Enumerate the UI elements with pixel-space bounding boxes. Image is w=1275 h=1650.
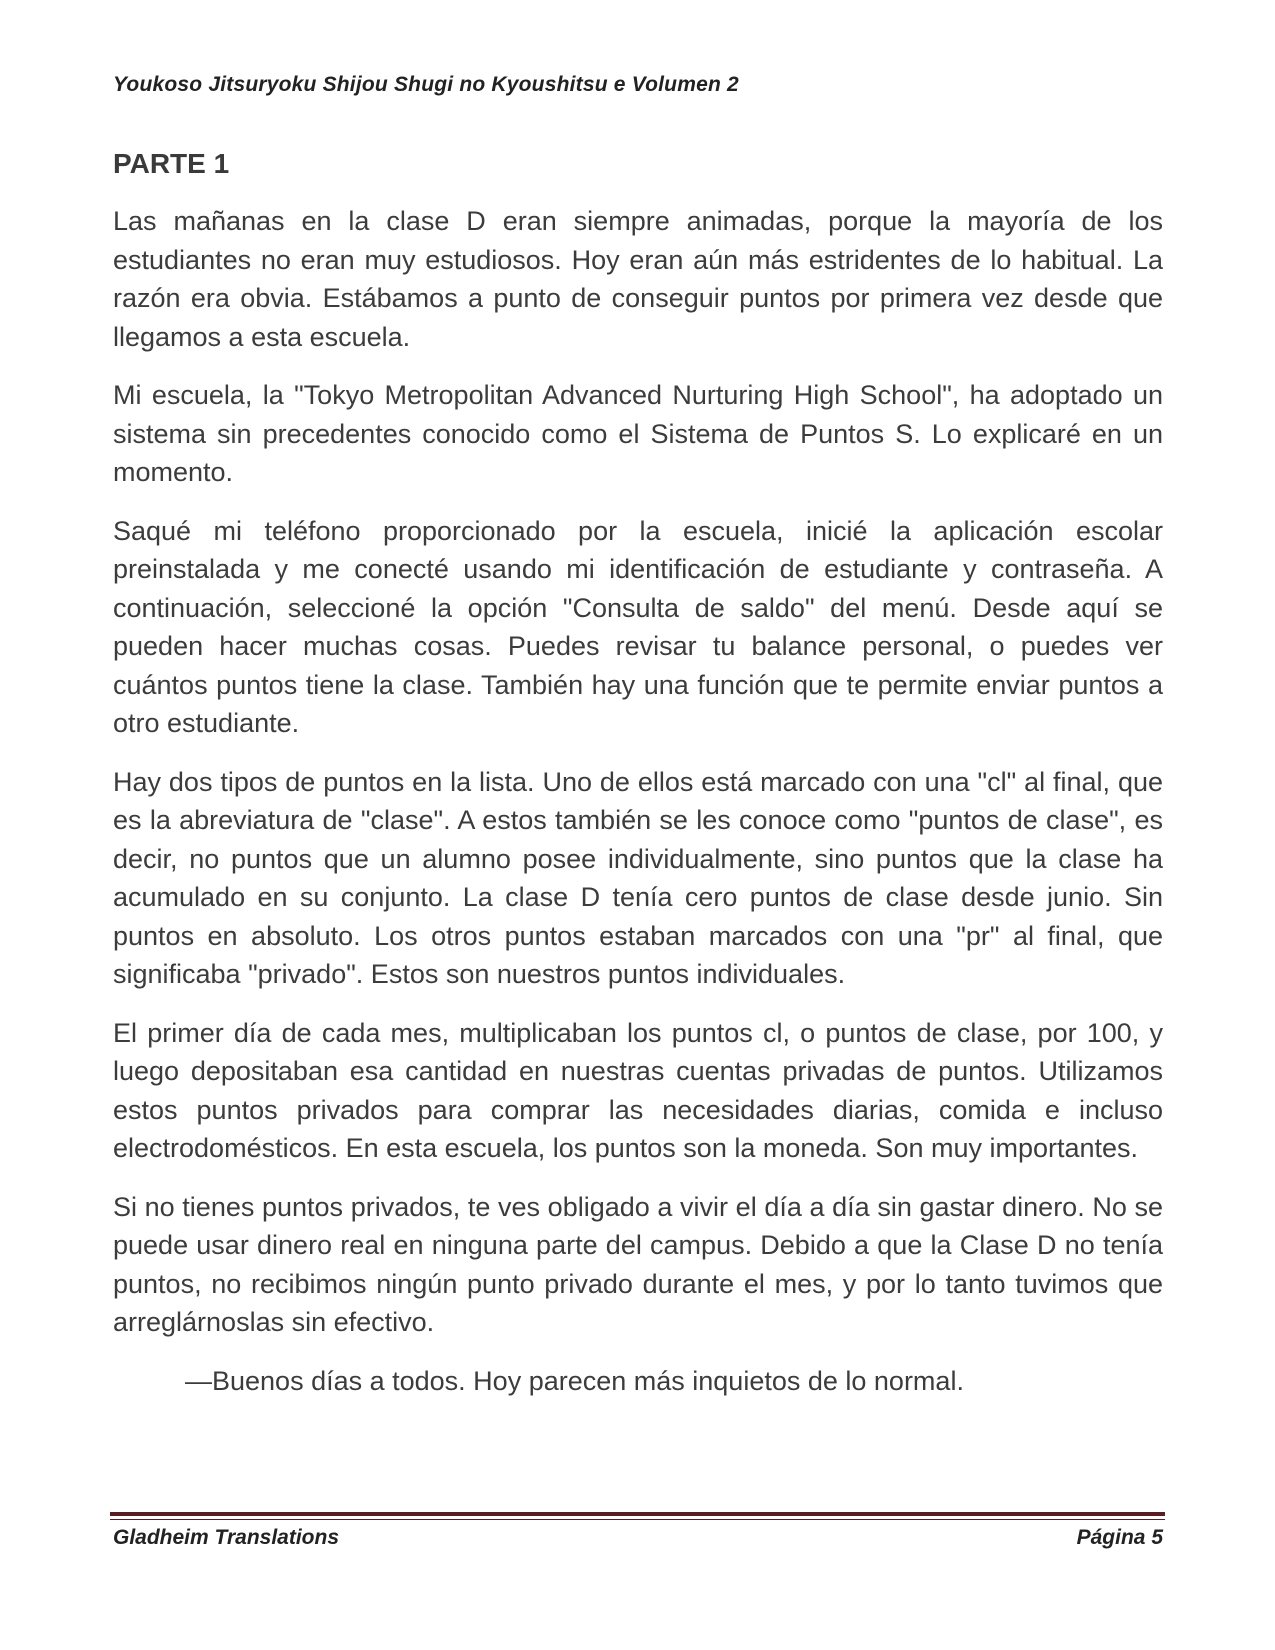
running-header: Youkoso Jitsuryoku Shijou Shugi no Kyoushitsu e Volumen 2: [113, 73, 739, 96]
page-footer: [113, 1526, 1163, 1550]
page-content: [113, 146, 1163, 1420]
page-number: Página 5: [1076, 1526, 1163, 1549]
paragraph: El primer día de cada mes, multiplicaban los puntos cl, o puntos de clase, por 100, y luego depositaban esa cantidad en nuestras cuentas privadas de puntos. Utilizamos estos puntos privados para comprar las necesidades diarias, comida e incluso electrodomésticos. En esta escuela, los puntos son la moneda. Son muy importantes.: [113, 1017, 1163, 1163]
paragraph: Las mañanas en la clase D eran siempre animadas, porque la mayoría de los estudiantes no eran muy estudiosos. Hoy eran aún más estridentes de lo habitual. La razón era obvia. Estábamos a punto de conseguir puntos por primera vez desde que llegamos a esta escuela.: [113, 206, 1163, 352]
paragraph: Hay dos tipos de puntos en la lista. Uno de ellos está marcado con una "cl" al final, que es la abreviatura de "clase". A estos también se les conoce como "puntos de clase", es decir, no puntos que un alumno posee individualmente, sino puntos que la clase ha acumulado en su conjunto. La clase D tenía cero puntos de clase desde junio. Sin puntos en absoluto. Los otros puntos estaban marcados con una "pr" al final, que significaba "privado". Estos son nuestros puntos individuales.: [113, 766, 1163, 989]
section-title: PARTE 1: [113, 148, 230, 179]
footer-divider-thick: [110, 1512, 1165, 1516]
dialogue-line: —Buenos días a todos. Hoy parecen más inquietos de lo normal.: [185, 1365, 964, 1396]
paragraph: Mi escuela, la "Tokyo Metropolitan Advanced Nurturing High School", ha adoptado un sistema sin precedentes conocido como el Sistema de Puntos S. Lo explicaré en un momento.: [113, 380, 1163, 487]
footer-credit: Gladheim Translations: [113, 1526, 340, 1549]
footer-divider: [110, 1512, 1165, 1522]
paragraph: Saqué mi teléfono proporcionado por la escuela, inicié la aplicación escolar preinstalada y me conecté usando mi identificación de estudiante y contraseña. A continuación, seleccioné la opción "Consulta de saldo" del menú. Desde aquí se pueden hacer muchas cosas. Puedes revisar tu balance personal, o puedes ver cuántos puntos tiene la clase. También hay una función que te permite enviar puntos a otro estudiante.: [113, 515, 1163, 738]
footer-divider-thin: [110, 1519, 1165, 1520]
paragraph: Si no tienes puntos privados, te ves obligado a vivir el día a día sin gastar dinero. No se puede usar dinero real en ninguna parte del campus. Debido a que la Clase D no tenía puntos, no recibimos ningún punto privado durante el mes, y por lo tanto tuvimos que arreglárnoslas sin efectivo.: [113, 1191, 1163, 1337]
